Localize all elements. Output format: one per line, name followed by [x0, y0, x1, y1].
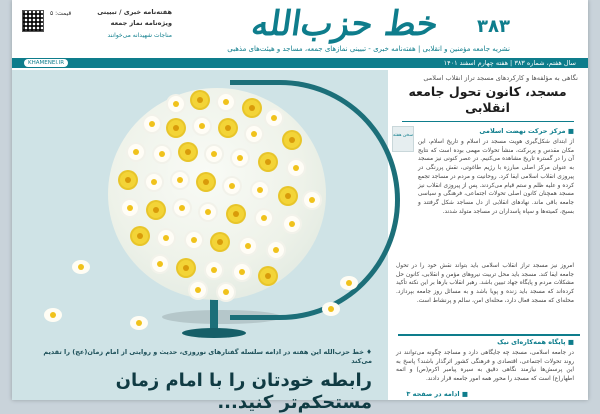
narcissus-flower: [206, 262, 222, 278]
narcissus-flower: [284, 132, 300, 148]
issue-date: سال هفتم، شماره ۳۸۳ | هفته چهارم اسفند ۱۴۰۱: [443, 59, 576, 67]
narcissus-flower: [180, 144, 196, 160]
narcissus-flower: [232, 150, 248, 166]
article-body-3: در جامعه اسلامی، مسجد چه جایگاهی دارد و مساجد چگونه می‌توانند در روند تحولات اجتماعی، اقتصادی و فرهنگی کشور اثرگذار باشند؟ پاسخ به این پرسش‌ها نیازمند نگاهی دقیق به سیره پیامبر اکرم(ص) و ائمه اطهار(ع) است که مسجد را محور همه امور جامعه قرار دادند.: [396, 350, 574, 383]
newspaper-page: [12, 0, 588, 413]
loose-flower: [340, 276, 358, 290]
narcissus-flower: [244, 100, 260, 116]
narcissus-flower: [174, 200, 190, 216]
article-headline: مسجد، کانون تحول جامعه انقلابی: [408, 84, 567, 115]
article-kicker: نگاهی به مؤلفه‌ها و کارکردهای مسجد تراز انقلاب اسلامی: [423, 74, 578, 82]
narcissus-flower: [240, 238, 256, 254]
narcissus-flower: [120, 172, 136, 188]
narcissus-flower: [220, 120, 236, 136]
narcissus-flower: [246, 126, 262, 142]
narcissus-flower: [172, 172, 188, 188]
narcissus-flower: [288, 160, 304, 176]
qr-code-icon: [22, 10, 44, 32]
narcissus-flower: [192, 92, 208, 108]
narcissus-flower: [194, 118, 210, 134]
flower-globe: [108, 88, 326, 300]
narcissus-flower: [146, 174, 162, 190]
narcissus-flower: [186, 232, 202, 248]
narcissus-flower: [148, 202, 164, 218]
narcissus-flower: [212, 234, 228, 250]
narcissus-flower: [198, 174, 214, 190]
loose-flower: [44, 308, 62, 322]
feature-image: [12, 70, 388, 413]
narcissus-flower: [256, 210, 272, 226]
narcissus-flower: [224, 178, 240, 194]
narcissus-flower: [284, 216, 300, 232]
narcissus-flower: [260, 268, 276, 284]
loose-flower: [130, 316, 148, 330]
narcissus-flower: [266, 110, 282, 126]
logo: خط حزب‌الله: [248, 4, 441, 44]
article-body-1: از ابتدای شکل‌گیری هویت مسجد در اسلام و تاریخ اسلام، این مکان مقدس و پربرکت، منشأ تحولات مهمی بوده است که نتایج آن را در گستره تاریخ مشاهده می‌کنیم. در عصر کنونی نیز مسجد به عنوان مرکز اصلی مبارزه با رژیم طاغوتی، نقش پررنگی در پیروزی انقلاب اسلامی ایفا کرد. روحانیت و مردم در مساجد تجمع کرده و علیه ظلم و ستم قیام می‌کردند. پس از پیروزی انقلاب نیز مسجد همچنان کانون اصلی تحولات اجتماعی، فرهنگی و سیاسی جامعه باقی ماند. نهادهای انقلابی از دل مساجد شکل گرفتند و بسیج، کمیته‌ها و سپاه پاسداران در مساجد متولد شدند.: [418, 139, 574, 215]
narcissus-flower: [132, 228, 148, 244]
narcissus-flower: [206, 146, 222, 162]
narcissus-flower: [152, 256, 168, 272]
loose-flower: [72, 260, 90, 274]
globe-base: [182, 328, 246, 338]
narcissus-flower: [144, 116, 160, 132]
section-divider: [398, 334, 580, 336]
masthead-info: [22, 6, 172, 56]
narcissus-flower: [200, 204, 216, 220]
narcissus-flower: [260, 154, 276, 170]
narcissus-flower: [168, 120, 184, 136]
narcissus-flower: [218, 94, 234, 110]
article-byline-2: ■ پایگاه همه‌کاره‌ای نیک: [497, 338, 574, 346]
narcissus-flower: [128, 144, 144, 160]
narcissus-flower: [158, 230, 174, 246]
narcissus-flower: [280, 188, 296, 204]
continued-note: ■ ادامه در صفحه ۳: [406, 390, 468, 398]
author-badge-label: سخن هفته: [393, 133, 413, 138]
article-body-2: امروز نیز مسجد تراز انقلاب اسلامی باید بتواند نقش خود را در تحول جامعه ایفا کند. مسجد باید محل تربیت نیروهای مؤمن و انقلابی، کانون حل مشکلات مردم و پایگاه جهاد تبیین باشد. رهبر انقلاب بارها بر این نکته تأکید کرده‌اند که مسجد باید زنده و پویا باشد و به مسائل روز جامعه بپردازد. محله‌ای که مسجد فعال دارد، محله‌ای امن، سالم و پرنشاط است.: [396, 263, 574, 304]
date-bar: [12, 58, 588, 68]
narcissus-flower: [178, 260, 194, 276]
masthead-line-1: هفته‌نامه خبری / تبیینی: [97, 8, 172, 16]
feature-title: رابطه خودتان را با امام زمان مستحکم‌تر کنید...: [115, 370, 372, 413]
narcissus-flower: [190, 282, 206, 298]
narcissus-flower: [268, 242, 284, 258]
narcissus-flower: [228, 206, 244, 222]
narcissus-flower: [304, 192, 320, 208]
issue-number: ۳۸۳: [477, 16, 510, 37]
site-badge: KHAMENEI.IR: [24, 59, 68, 67]
masthead-subtitle: نشریه جامعه مؤمنین و انقلابی | هفته‌نامه خبری - تبیینی نمازهای جمعه، مساجد و هیئت‌های مذهبی: [227, 45, 510, 53]
masthead-line-3: مناجات شهیدانه می‌خوانند: [107, 32, 172, 39]
narcissus-flower: [234, 264, 250, 280]
loose-flower: [322, 302, 340, 316]
narcissus-flower: [252, 182, 268, 198]
headline-divider: [402, 121, 574, 122]
feature-caption: ♦ خط حزب‌الله این هفته در ادامه سلسله گفتارهای نوروزی، حدیث و روایتی از امام زمان(عج) را تقدیم می‌کند: [43, 348, 372, 365]
narcissus-flower: [218, 284, 234, 300]
masthead: [12, 0, 588, 67]
narcissus-flower: [122, 200, 138, 216]
article-column: [388, 72, 588, 400]
price-label: قیمت: ۵: [50, 10, 72, 17]
narcissus-flower: [168, 96, 184, 112]
masthead-line-2: ویژه‌نامه نماز جمعه: [110, 19, 172, 27]
author-badge: [392, 126, 414, 152]
article-byline: ■ مرکز حرکت نهضت اسلامی: [479, 127, 574, 135]
narcissus-flower: [154, 146, 170, 162]
